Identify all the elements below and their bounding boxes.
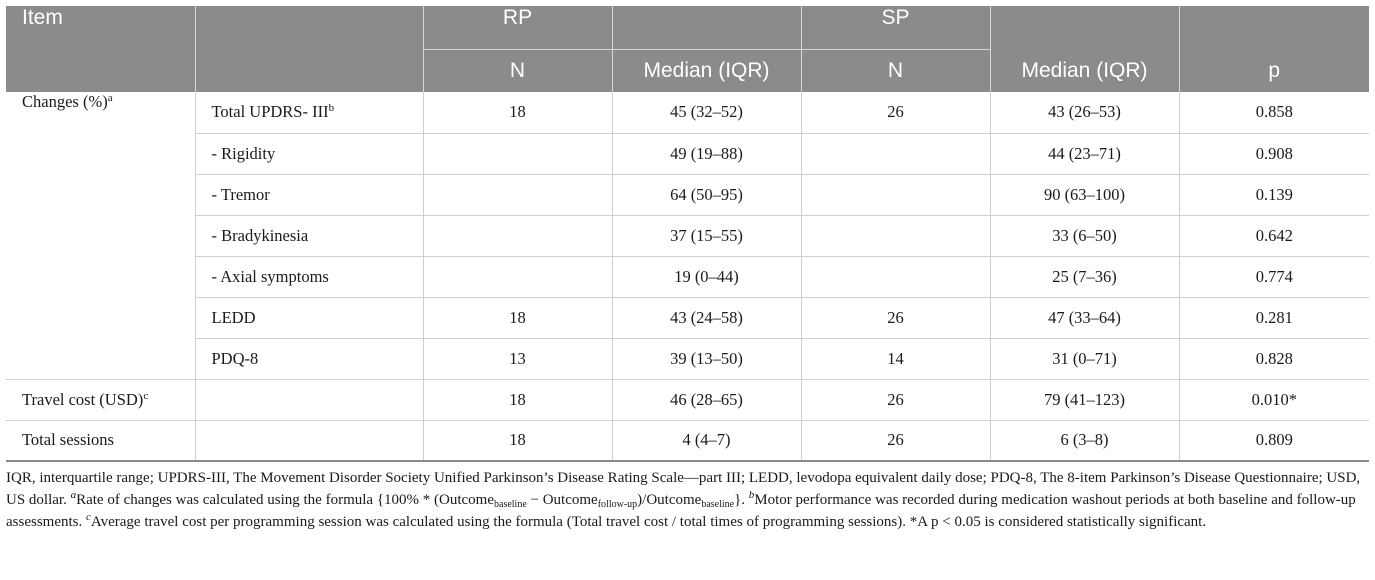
sp-median-cell: 33 (6–50) bbox=[990, 215, 1179, 256]
table-row bbox=[6, 215, 1369, 256]
rp-n-cell bbox=[423, 174, 612, 215]
table-row bbox=[6, 256, 1369, 297]
table-row bbox=[6, 133, 1369, 174]
table-footnote bbox=[6, 467, 1369, 533]
header-blank bbox=[195, 49, 423, 92]
rp-median-cell: 19 (0–44) bbox=[612, 256, 801, 297]
footnote-significance: *A p < 0.05 is considered statistically significant. bbox=[909, 514, 1207, 530]
row-label: - Axial symptoms bbox=[195, 256, 423, 297]
sp-n-cell: 26 bbox=[801, 420, 990, 461]
row-label: Total UPDRS- III$^b$ bbox=[195, 92, 423, 133]
footnote-b-mark: b bbox=[748, 489, 755, 501]
row-label: LEDD bbox=[195, 297, 423, 338]
sp-n-cell: 26 bbox=[801, 379, 990, 420]
header-blank bbox=[1179, 6, 1369, 49]
results-table bbox=[6, 6, 1369, 462]
p-cell: 0.908 bbox=[1179, 133, 1369, 174]
p-cell: 0.139 bbox=[1179, 174, 1369, 215]
p-cell: 0.010* bbox=[1179, 379, 1369, 420]
footnote-a-text: Rate of changes was calculated using the formula {100% * (Outcome$_{baseline}$ − Outcome$_{follow-up}$)/Outcome$_{baseline}$}. bbox=[76, 492, 746, 510]
row-label: - Rigidity bbox=[195, 133, 423, 174]
row-label bbox=[195, 379, 423, 420]
sp-median-cell: 79 (41–123) bbox=[990, 379, 1179, 420]
sp-n-cell: 14 bbox=[801, 338, 990, 379]
row-label: PDQ-8 bbox=[195, 338, 423, 379]
rp-n-cell: 13 bbox=[423, 338, 612, 379]
row-label: - Bradykinesia bbox=[195, 215, 423, 256]
rp-median-cell: 43 (24–58) bbox=[612, 297, 801, 338]
footnote-c-mark: c bbox=[86, 511, 91, 523]
p-cell: 0.858 bbox=[1179, 92, 1369, 133]
sp-n-cell: 26 bbox=[801, 297, 990, 338]
header-row-1 bbox=[6, 6, 1369, 49]
p-cell: 0.828 bbox=[1179, 338, 1369, 379]
table-row bbox=[6, 420, 1369, 461]
header-rp-n: N bbox=[423, 49, 612, 92]
rp-median-cell: 46 (28–65) bbox=[612, 379, 801, 420]
table-row bbox=[6, 297, 1369, 338]
table-row bbox=[6, 338, 1369, 379]
rp-median-cell: 64 (50–95) bbox=[612, 174, 801, 215]
sp-n-cell bbox=[801, 215, 990, 256]
p-cell: 0.774 bbox=[1179, 256, 1369, 297]
rp-n-cell bbox=[423, 215, 612, 256]
rp-n-cell: 18 bbox=[423, 420, 612, 461]
sp-median-cell: 90 (63–100) bbox=[990, 174, 1179, 215]
rp-n-cell: 18 bbox=[423, 297, 612, 338]
rp-n-cell: 18 bbox=[423, 379, 612, 420]
header-sp-median: Median (IQR) bbox=[990, 49, 1179, 92]
sp-n-cell bbox=[801, 256, 990, 297]
sp-n-cell bbox=[801, 174, 990, 215]
rp-median-cell: 45 (32–52) bbox=[612, 92, 801, 133]
rp-median-cell: 49 (19–88) bbox=[612, 133, 801, 174]
table-row bbox=[6, 174, 1369, 215]
table-row bbox=[6, 379, 1369, 420]
header-rp-median: Median (IQR) bbox=[612, 49, 801, 92]
footnote-b-text: Motor performance was recorded during medication washout periods at both baseline and follow-up assessments. bbox=[6, 492, 1356, 530]
sp-median-cell: 43 (26–53) bbox=[990, 92, 1179, 133]
rp-median-cell: 4 (4–7) bbox=[612, 420, 801, 461]
footnote-abbreviations: IQR, interquartile range; UPDRS-III, The Movement Disorder Society Unified Parkinson’s Disease Rating Scale—part III; LEDD, levodopa equivalent daily dose; PDQ-8, The 8-item Parkinson’s Disease Questionnaire; USD, US dollar. bbox=[6, 470, 1361, 508]
p-cell: 0.642 bbox=[1179, 215, 1369, 256]
rp-median-cell: 37 (15–55) bbox=[612, 215, 801, 256]
rp-median-cell: 39 (13–50) bbox=[612, 338, 801, 379]
header-p: p bbox=[1179, 49, 1369, 92]
table-row bbox=[6, 92, 1369, 133]
rp-n-cell: 18 bbox=[423, 92, 612, 133]
header-sp-n: N bbox=[801, 49, 990, 92]
sp-n-cell: 26 bbox=[801, 92, 990, 133]
header-item: Item bbox=[6, 6, 195, 49]
row-label bbox=[195, 420, 423, 461]
sp-n-cell bbox=[801, 133, 990, 174]
table-container bbox=[6, 6, 1369, 533]
sp-median-cell: 31 (0–71) bbox=[990, 338, 1179, 379]
sp-median-cell: 47 (33–64) bbox=[990, 297, 1179, 338]
p-cell: 0.281 bbox=[1179, 297, 1369, 338]
sp-median-cell: 25 (7–36) bbox=[990, 256, 1179, 297]
header-sp: SP bbox=[801, 6, 990, 49]
header-rp: RP bbox=[423, 6, 612, 49]
rp-n-cell bbox=[423, 133, 612, 174]
header-row-2 bbox=[6, 49, 1369, 92]
group-cell-travel: Travel cost (USD)$^c$ bbox=[6, 379, 195, 420]
footnote-c-text: Average travel cost per programming session was calculated using the formula (Total travel cost / total times of programming sessions). bbox=[90, 514, 907, 530]
footnote-a-mark: a bbox=[70, 489, 77, 501]
header-blank bbox=[195, 6, 423, 49]
header-blank bbox=[612, 6, 801, 49]
rp-n-cell bbox=[423, 256, 612, 297]
group-cell-changes: Changes (%)$^a$ bbox=[6, 92, 195, 379]
row-label: - Tremor bbox=[195, 174, 423, 215]
sp-median-cell: 6 (3–8) bbox=[990, 420, 1179, 461]
header-blank bbox=[6, 49, 195, 92]
header-blank bbox=[990, 6, 1179, 49]
p-cell: 0.809 bbox=[1179, 420, 1369, 461]
sp-median-cell: 44 (23–71) bbox=[990, 133, 1179, 174]
group-cell-sessions: Total sessions bbox=[6, 420, 195, 461]
